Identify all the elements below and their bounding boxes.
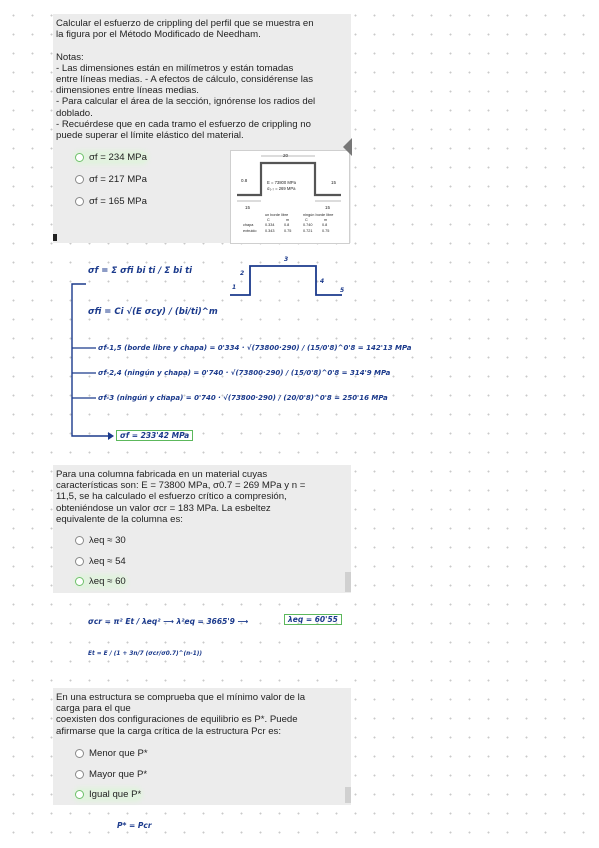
option-3b[interactable]: Mayor que P* [75, 769, 147, 780]
option-1b[interactable]: σf = 217 MPa [75, 174, 147, 185]
sketch-label-4: 4 [320, 278, 325, 285]
scrollbar-3[interactable] [345, 787, 351, 803]
handwritten-line-3: σf-3 (ningún y chapa) = 0'740 · √(73800·290) / (20/0'8)^0'8 = 250'16 MPa [98, 394, 388, 402]
option-2a[interactable]: λeq ≈ 30 [75, 535, 126, 546]
radio-icon [75, 749, 84, 758]
handwritten-answer-3: P* = Pcr [117, 821, 152, 830]
handwritten-et: Et = E / (1 + 3n/7 (σcr/σ0.7)^(n-1)) [88, 651, 203, 657]
question-3-text: En una estructura se comprueba que el mínimo valor de la carga para el que coexisten dos configuraciones de equilibrio es P*. Puede afirmarse que la carga crítica de la estructura Pcr es: [56, 692, 306, 737]
handwritten-formula-2: σcr = π² Et / λeq² ⟶ λ²eq = 3665'9 ⟶ [88, 617, 249, 626]
option-2b[interactable]: λeq ≈ 54 [75, 556, 126, 567]
sketch-label-2: 2 [240, 270, 245, 277]
handwritten-line-2: σf-2,4 (ningún y chapa) = 0'740 · √(73800·290) / (15/0'8)^0'8 = 314'9 MPa [98, 369, 391, 377]
handwritten-formula-main: σf = Σ σfi bi ti / Σ bi ti [88, 266, 193, 276]
radio-icon [75, 790, 84, 799]
question-card-2 [53, 465, 351, 593]
option-2c[interactable]: λeq ≈ 60 [75, 576, 126, 587]
sketch-label-3: 3 [284, 256, 289, 263]
handwritten-line-1: σf-1,5 (borde libre y chapa) = 0'334 · √(73800·290) / (15/0'8)^0'8 = 142'13 MPa [98, 344, 412, 352]
handwritten-result-2: λeq = 60'55 [284, 614, 342, 625]
coefficient-table: un borde libre ningún borde libre C m C m chapa 0.334 0.8 0.740 0.8 extruido 0.343 0.75 0.721 0.75 [243, 213, 334, 233]
option-3a[interactable]: Menor que P* [75, 748, 148, 759]
hat-sketch [220, 258, 350, 308]
question-card-3 [53, 688, 351, 805]
question-card-1 [53, 14, 351, 243]
radio-icon [75, 197, 84, 206]
collapse-arrow-icon[interactable] [343, 138, 352, 156]
radio-icon [75, 577, 84, 586]
bracket-arrow [68, 278, 148, 448]
option-1c[interactable]: σf = 165 MPa [75, 196, 147, 207]
radio-icon [75, 536, 84, 545]
question-1-text: Calcular el esfuerzo de crippling del perfil que se muestra en la figura por el Método Modificado de Needham. Notas: - Las dimensiones están en milímetros y están tomadas entre líneas medias. - A efectos de cálculo, considérense las dimensiones entre líneas medias. - Para calcular el área de la sección, ignórense los radios del doblado. - Recuérdese que en cada tramo el esfuerzo de crippling no puede superar el límite elástico del material. [56, 18, 316, 142]
handwritten-result-1: σf = 233'42 MPa [116, 430, 193, 441]
radio-icon [75, 175, 84, 184]
sketch-label-5: 5 [340, 287, 345, 294]
profile-figure: 20 0.8 15 15 15 E = 73800 MPa σ₀.₇ = 269 MPa un borde libre ningún borde libre C m C m chapa 0.334 0.8 0.740 0.8 extruido 0.343 0.75 0.721 0.75 [230, 150, 350, 244]
scrollbar-2[interactable] [345, 572, 351, 592]
sketch-label-1: 1 [232, 284, 237, 291]
question-2-text: Para una columna fabricada en un material cuyas características son: E = 73800 MPa, σ0.7 = 269 MPa y n = 11,5, se ha calculado el esfuerzo crítico a compresión, obteniéndose un valor σcr = 183 MPa. La esbeltez equivalente de la columna es: [56, 469, 306, 525]
option-1a[interactable]: σf = 234 MPa [75, 152, 147, 163]
handwritten-formula-fi: σfi = Ci √(E σcy) / (bi/ti)^m [88, 307, 218, 317]
radio-icon [75, 153, 84, 162]
radio-icon [75, 770, 84, 779]
radio-icon [75, 557, 84, 566]
corner-mark [53, 234, 57, 241]
option-3c[interactable]: Igual que P* [75, 789, 141, 800]
